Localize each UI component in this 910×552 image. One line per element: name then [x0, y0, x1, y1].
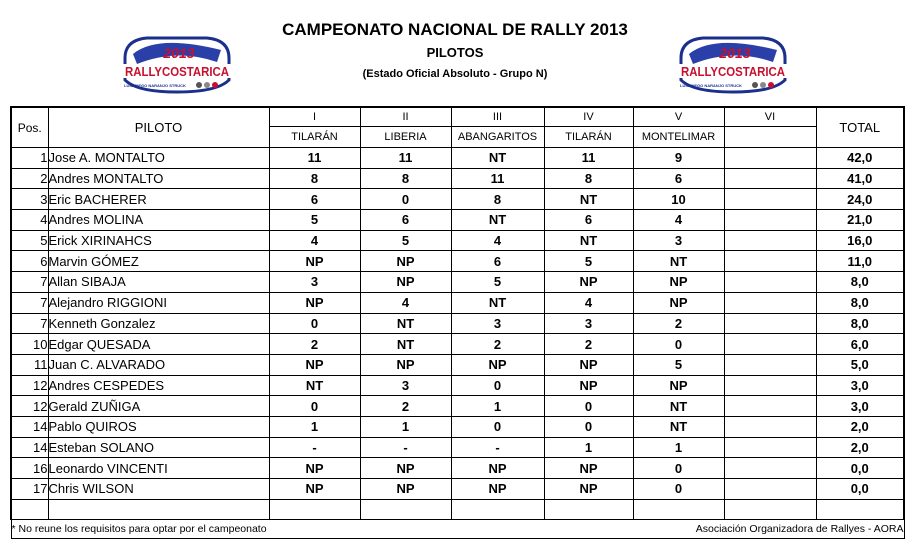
table-row: [11, 416, 904, 437]
table-row: [11, 375, 904, 396]
score-cell: 11: [544, 148, 633, 169]
score-cell: NT: [451, 210, 544, 231]
total-cell: 0,0: [816, 479, 904, 500]
status-label: (Estado Oficial Absoluto - Grupo N): [362, 68, 548, 80]
score-cell: NP: [544, 272, 633, 293]
score-cell: [724, 313, 816, 334]
score-cell: [724, 479, 816, 500]
pos-cell: 4: [11, 210, 48, 231]
total-cell: 0,0: [816, 458, 904, 479]
table-row: [11, 230, 904, 251]
pilot-name: Andres MONTALTO: [48, 168, 269, 189]
pos-cell: 1: [11, 148, 48, 169]
score-cell: 0: [544, 396, 633, 417]
score-cell: 1: [451, 396, 544, 417]
score-cell: 0: [451, 416, 544, 437]
score-cell: 11: [269, 148, 360, 169]
score-cell: 6: [544, 210, 633, 231]
pos-cell: 10: [11, 334, 48, 355]
score-cell: NP: [360, 354, 451, 375]
score-cell: 11: [360, 148, 451, 169]
total-cell: 3,0: [816, 375, 904, 396]
score-cell: -: [360, 437, 451, 458]
logo-brand: RALLYCOSTARICA: [681, 64, 786, 79]
score-cell: NP: [451, 354, 544, 375]
table-row: [11, 354, 904, 375]
round-venue: MONTELIMAR: [633, 127, 724, 148]
page-title: CAMPEONATO NACIONAL DE RALLY 2013: [282, 20, 628, 39]
score-cell: 1: [633, 437, 724, 458]
score-cell: NT: [269, 375, 360, 396]
score-cell: NP: [269, 458, 360, 479]
score-cell: 0: [360, 189, 451, 210]
pilot-name: Andres MOLINA: [48, 210, 269, 231]
score-cell: 5: [451, 272, 544, 293]
score-cell: 0: [269, 396, 360, 417]
score-cell: NT: [544, 189, 633, 210]
pos-cell: 6: [11, 251, 48, 272]
pilot-name: Eric BACHERER: [48, 189, 269, 210]
score-cell: NP: [269, 292, 360, 313]
score-cell: 5: [360, 230, 451, 251]
score-cell: NT: [451, 148, 544, 169]
score-cell: 8: [451, 189, 544, 210]
score-cell: 4: [451, 230, 544, 251]
score-cell: NP: [269, 251, 360, 272]
score-cell: [724, 375, 816, 396]
pilot-name: Gerald ZUÑIGA: [48, 396, 269, 417]
score-cell: 3: [544, 313, 633, 334]
total-cell: 3,0: [816, 396, 904, 417]
col-pos: Pos.: [11, 107, 48, 148]
total-cell: 6,0: [816, 334, 904, 355]
table-row: [11, 334, 904, 355]
rallycostarica-logo: [673, 28, 793, 98]
score-cell: 8: [269, 168, 360, 189]
pos-cell: 12: [11, 375, 48, 396]
col-total: TOTAL: [816, 107, 904, 148]
score-cell: 1: [544, 437, 633, 458]
total-cell: 11,0: [816, 251, 904, 272]
header-row: [11, 107, 904, 127]
score-cell: NP: [633, 292, 724, 313]
score-cell: NP: [633, 375, 724, 396]
score-cell: [724, 437, 816, 458]
table-row: [11, 437, 904, 458]
score-cell: 10: [633, 189, 724, 210]
score-cell: [724, 210, 816, 231]
score-cell: [724, 189, 816, 210]
score-cell: 5: [269, 210, 360, 231]
footer-org: Asociación Organizadora de Rallyes - AORA: [544, 519, 904, 538]
standings-body: [11, 148, 904, 500]
score-cell: [724, 458, 816, 479]
total-cell: 8,0: [816, 272, 904, 293]
score-cell: NP: [633, 272, 724, 293]
score-cell: [724, 396, 816, 417]
score-cell: 0: [633, 479, 724, 500]
table-row: [11, 272, 904, 293]
pos-cell: 7: [11, 292, 48, 313]
pilot-name: Chris WILSON: [48, 479, 269, 500]
round-venue: TILARÁN: [544, 127, 633, 148]
total-cell: 42,0: [816, 148, 904, 169]
total-cell: 8,0: [816, 292, 904, 313]
total-cell: 5,0: [816, 354, 904, 375]
pos-cell: 14: [11, 416, 48, 437]
score-cell: NP: [451, 458, 544, 479]
pos-cell: 17: [11, 479, 48, 500]
footer-note: * No reune los requisitos para optar por el campeonato: [11, 519, 544, 538]
round-num: II: [360, 107, 451, 127]
round-num: VI: [724, 107, 816, 127]
pilot-name: Marvin GÓMEZ: [48, 251, 269, 272]
pos-cell: 7: [11, 313, 48, 334]
total-cell: 16,0: [816, 230, 904, 251]
score-cell: 4: [360, 292, 451, 313]
score-cell: 2: [633, 313, 724, 334]
score-cell: 2: [269, 334, 360, 355]
score-cell: [724, 292, 816, 313]
pos-cell: 3: [11, 189, 48, 210]
logo-brand: RALLYCOSTARICA: [125, 64, 230, 79]
total-cell: 2,0: [816, 416, 904, 437]
round-num: III: [451, 107, 544, 127]
score-cell: 2: [544, 334, 633, 355]
score-cell: [724, 148, 816, 169]
score-cell: 8: [360, 168, 451, 189]
score-cell: 5: [633, 354, 724, 375]
table-row: [11, 313, 904, 334]
score-cell: 1: [269, 416, 360, 437]
pilot-name: Edgar QUESADA: [48, 334, 269, 355]
round-venue: ABANGARITOS: [451, 127, 544, 148]
page-subtitle: PILOTOS: [426, 45, 484, 60]
score-cell: NT: [633, 251, 724, 272]
score-cell: 9: [633, 148, 724, 169]
pilot-name: Jose A. MONTALTO: [48, 148, 269, 169]
score-cell: 3: [360, 375, 451, 396]
score-cell: 3: [633, 230, 724, 251]
score-cell: 5: [544, 251, 633, 272]
round-venue: LIBERIA: [360, 127, 451, 148]
score-cell: 1: [360, 416, 451, 437]
footer-row: [11, 519, 904, 538]
score-cell: -: [451, 437, 544, 458]
score-cell: 3: [269, 272, 360, 293]
pos-cell: 5: [11, 230, 48, 251]
score-cell: NT: [544, 230, 633, 251]
total-cell: 8,0: [816, 313, 904, 334]
pilot-name: Pablo QUIROS: [48, 416, 269, 437]
round-venue: TILARÁN: [269, 127, 360, 148]
score-cell: 0: [544, 416, 633, 437]
score-cell: 4: [269, 230, 360, 251]
logo-sponsor: LUIS DIEGO NARANJO STRUCK: [680, 83, 742, 88]
table-row: [11, 479, 904, 500]
rallycostarica-logo: [117, 28, 237, 98]
score-cell: NT: [451, 292, 544, 313]
score-cell: 0: [269, 313, 360, 334]
logo-year: 2013: [163, 45, 195, 61]
logo-sponsor: LUIS DIEGO NARANJO STRUCK: [124, 83, 186, 88]
score-cell: NP: [360, 272, 451, 293]
pilot-name: Esteban SOLANO: [48, 437, 269, 458]
score-cell: NP: [544, 375, 633, 396]
pilot-name: Juan C. ALVARADO: [48, 354, 269, 375]
pos-cell: 16: [11, 458, 48, 479]
score-cell: [724, 354, 816, 375]
score-cell: 6: [360, 210, 451, 231]
score-cell: NP: [451, 479, 544, 500]
score-cell: 4: [544, 292, 633, 313]
score-cell: [724, 416, 816, 437]
table-row: [11, 458, 904, 479]
standings-table: [10, 106, 905, 539]
table-row: [11, 251, 904, 272]
score-cell: NP: [269, 354, 360, 375]
round-num: I: [269, 107, 360, 127]
table-row: [11, 168, 904, 189]
score-cell: NT: [633, 416, 724, 437]
pos-cell: 11: [11, 354, 48, 375]
table-row: [11, 292, 904, 313]
score-cell: 11: [451, 168, 544, 189]
score-cell: NP: [544, 458, 633, 479]
score-cell: 6: [269, 189, 360, 210]
score-cell: [724, 334, 816, 355]
score-cell: NP: [360, 251, 451, 272]
total-cell: 2,0: [816, 437, 904, 458]
total-cell: 21,0: [816, 210, 904, 231]
score-cell: 2: [451, 334, 544, 355]
score-cell: 3: [451, 313, 544, 334]
pos-cell: 2: [11, 168, 48, 189]
score-cell: [724, 272, 816, 293]
score-cell: NP: [360, 458, 451, 479]
pilot-name: Leonardo VINCENTI: [48, 458, 269, 479]
score-cell: NT: [633, 396, 724, 417]
pilot-name: Erick XIRINAHCS: [48, 230, 269, 251]
pos-cell: 7: [11, 272, 48, 293]
round-num: V: [633, 107, 724, 127]
score-cell: [724, 230, 816, 251]
total-cell: 41,0: [816, 168, 904, 189]
table-row: [11, 210, 904, 231]
pilot-name: Andres CESPEDES: [48, 375, 269, 396]
score-cell: 2: [360, 396, 451, 417]
blank-row: [11, 499, 904, 519]
score-cell: NP: [360, 479, 451, 500]
table-row: [11, 148, 904, 169]
score-cell: -: [269, 437, 360, 458]
score-cell: 0: [633, 458, 724, 479]
score-cell: 0: [451, 375, 544, 396]
score-cell: [724, 251, 816, 272]
pos-cell: 14: [11, 437, 48, 458]
score-cell: NP: [544, 479, 633, 500]
score-cell: NP: [269, 479, 360, 500]
score-cell: 8: [544, 168, 633, 189]
score-cell: NT: [360, 334, 451, 355]
pos-cell: 12: [11, 396, 48, 417]
total-cell: 24,0: [816, 189, 904, 210]
score-cell: 4: [633, 210, 724, 231]
score-cell: [724, 168, 816, 189]
score-cell: 6: [633, 168, 724, 189]
pilot-name: Kenneth Gonzalez: [48, 313, 269, 334]
logo-year: 2013: [719, 45, 751, 61]
score-cell: NP: [544, 354, 633, 375]
round-num: IV: [544, 107, 633, 127]
score-cell: 0: [633, 334, 724, 355]
round-venue: [724, 127, 816, 148]
score-cell: NT: [360, 313, 451, 334]
pilot-name: Alejandro RIGGIONI: [48, 292, 269, 313]
score-cell: 6: [451, 251, 544, 272]
pilot-name: Allan SIBAJA: [48, 272, 269, 293]
col-piloto: PILOTO: [48, 107, 269, 148]
table-row: [11, 396, 904, 417]
table-row: [11, 189, 904, 210]
